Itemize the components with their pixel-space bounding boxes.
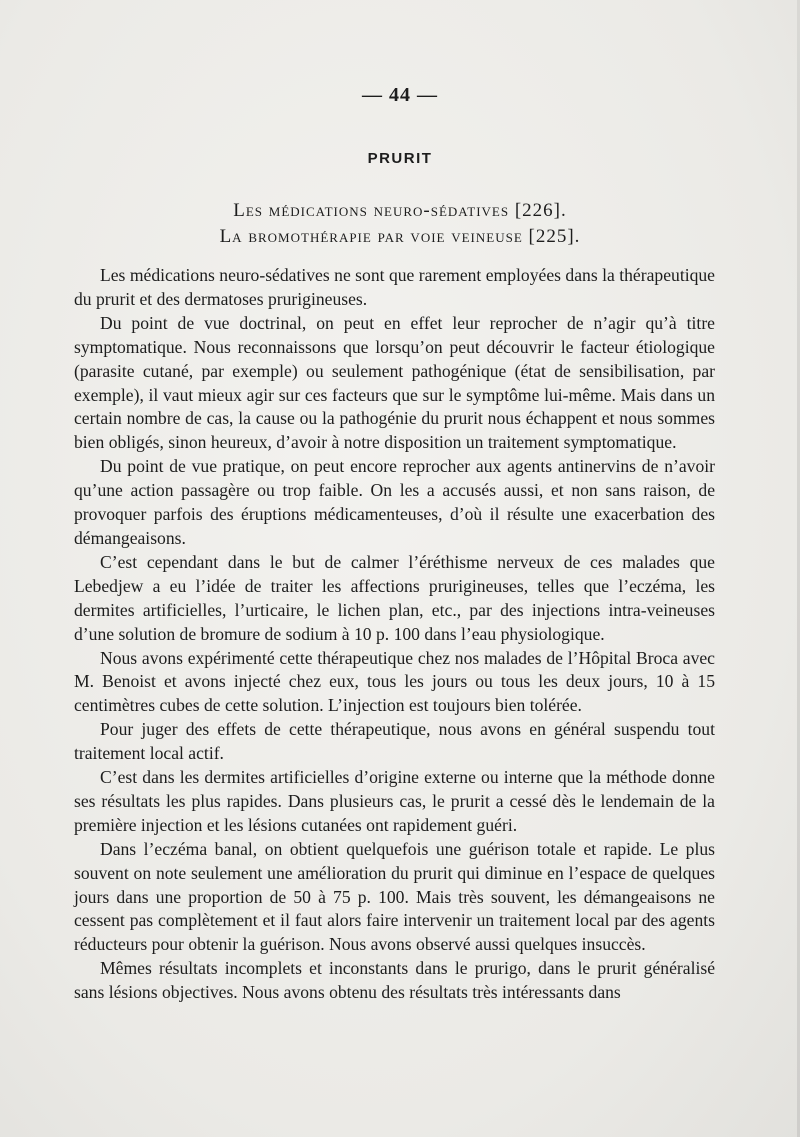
page-number: — 44 — <box>362 84 438 106</box>
paragraph: Du point de vue doctrinal, on peut en effet leur reprocher de n’agir qu’à titre symptomatique. Nous reconnaissons que lorsqu’on peut découvrir le facteur étiologique (parasite cutané, par exemple) ou seulement pathogénique (état de sensibilisation, par exemple), il vaut mieux agir sur ces facteurs que sur le symptôme lui-même. Mais dans un certain nombre de cas, la cause ou la pathogénie du prurit nous échappent et nous sommes bien obligés, sinon heureux, d’avoir à notre disposition un traitement symptomatique. <box>74 312 715 453</box>
paragraph: Dans l’eczéma banal, on obtient quelquefois une guérison totale et rapide. Le plus souvent on note seulement une amélioration du prurit qui diminue en l’espace de quelques jours dans une proportion de 50 à 75 p. 100. Mais très souvent, les démangeaisons ne cessent pas complètement et il faut alors faire intervenir un traitement local par des agents réducteurs pour obtenir la guérison. Nous avons observé aussi quelques insuccès. <box>74 838 715 955</box>
body-text <box>74 264 715 1005</box>
paragraph: Du point de vue pratique, on peut encore reprocher aux agents antinervins de n’avoir qu’une action passagère ou trop faible. On les a accusés aussi, et non sans raison, de provoquer parfois des éruptions médicamenteuses, d’où il résulte une exacerbation des démangeaisons. <box>74 456 715 548</box>
paragraph: Pour juger des effets de cette thérapeutique, nous avons en général suspendu tout traitement local actif. <box>74 719 715 764</box>
paragraph: Nous avons expérimenté cette thérapeutique chez nos malades de l’Hôpital Broca avec M. Benoist et avons injecté chez eux, tous les jours ou tous les deux jours, 10 à 15 centimètres cubes de cette solution. L’injection est toujours bien tolérée. <box>74 647 715 716</box>
paragraph: Mêmes résultats incomplets et inconstants dans le prurigo, dans le prurit généralisé sans lésions objectives. Nous avons obtenu des résultats très intéressants dans <box>74 958 715 1003</box>
paragraph: C’est dans les dermites artificielles d’origine externe ou interne que la méthode donne ses résultats les plus rapides. Dans plusieurs cas, le prurit a cessé dès le lendemain de la première injection et les lésions cutanées ont rapidement guéri. <box>74 767 715 835</box>
section-heading-neuro-sedatives: Les médications neuro-sédatives [226]. <box>233 200 567 221</box>
chapter-title: PRURIT <box>367 150 433 167</box>
paragraph: Les médications neuro-sédatives ne sont que rarement employées dans la thérapeutique du prurit et des dermatoses prurigineuses. <box>74 265 715 309</box>
paragraph: C’est cependant dans le but de calmer l’éréthisme nerveux de ces malades que Lebedjew a eu l’idée de traiter les affections prurigineuses, telles que l’eczéma, les dermites artificielles, l’urticaire, le lichen plan, etc., par des injections intra-veineuses d’une solution de bromure de sodium à 10 p. 100 dans l’eau physiologique. <box>74 551 715 644</box>
section-heading-bromotherapie: La bromothérapie par voie veineuse [225]. <box>219 226 581 247</box>
